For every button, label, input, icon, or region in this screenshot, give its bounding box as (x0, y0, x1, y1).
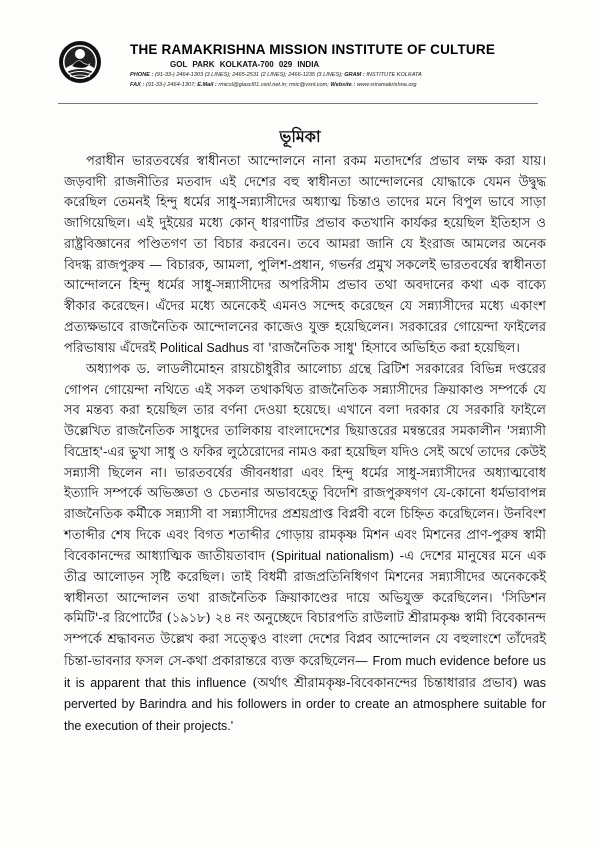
email-label: E.Mail : (197, 82, 217, 88)
paragraph-2-text-mid: ) -এ দেশের মানুষের মনে এক তীব্র আলোড়ন সৃষ্টি করেছিল। তাই বিধর্মী রাজপ্রতিনিধিগণ মিশনের সন্ন্যাসীদের অনেককেই স্বাধীনতা আন্দোলন তথা রাজনৈতিক ক্রিয়াকাণ্ডের দায়ে অভিযুক্ত করেছিলেন। 'সিডিশন কমিটি'-র রিপোর্টের (১৯১৮) ২৪ নং অনুচ্ছেদে বিচারপতি রাউলাট শ্রীরামকৃষ্ণ স্বামী বিবেকানন্দ সম্পর্কে শ্রদ্ধাবনত উল্লেখ করা সত্ত্বেও বাংলা দেশের বিপ্লব আন্দোলন যে বহুলাংশে তাঁদেরই চিন্তা-ভাবনার ফসল সে-কথা প্রকারান্তরে ব্যক্ত করেছিলেন— (64, 549, 546, 669)
contact-phone-line (130, 71, 570, 79)
paragraph-2-quote-part-1: From much evidence before us it is apparent that this influence (64, 653, 547, 690)
institute-name: THE RAMAKRISHNA MISSION INSTITUTE OF CULTURE (130, 42, 496, 57)
paragraph-1 (64, 152, 546, 360)
paragraph-2-english-term: Spiritual nationalism (275, 549, 390, 564)
website-value: www.sriramakrishna.org (356, 82, 417, 88)
paragraph-1-text-end: বা 'রাজনৈতিক সাধু' হিসাবে অভিহিত করা হয়েছিল। (248, 341, 520, 357)
contact-fax-line (130, 81, 570, 89)
body-text (64, 152, 546, 738)
paragraph-1-english-term: Political Sadhus (159, 341, 249, 356)
paragraph-2 (64, 360, 546, 738)
fax-value: (91-33-) 2464-1307; (145, 82, 196, 88)
paragraph-2-quote-part-2: was perverted by Barindra and his followers in order to create an atmosphere suitable for the execution of their projects.' (64, 675, 546, 733)
paragraph-2-text: অধ্যাপক ড. লাডলীমোহন রায়চৌধুরীর আলোচ্য গ্রন্থে ব্রিটিশ সরকারের বিভিন্ন দপ্তরের গোপন গোয়েন্দা নথিতে এই সকল তথাকথিত রাজনৈতিক সন্ন্যাসীদের ক্রিয়াকাণ্ড সম্পর্কে যে সব মন্তব্য করা হয়েছিল তার বর্ণনা দেওয়া হয়েছে। এখানে বলা দরকার যে সরকারি ফাইলে উল্লেখিত রাজনৈতিক সাধুদের তালিকায় বাংলাদেশের ছিয়াত্তরের মন্বন্তরের সমকালীন 'সন্ন্যাসী বিদ্রোহ'-এর ভুখা সাধু ও ফকির লুঠেরোদের নামও করা হয়েছিল যদিও সেই অর্থে তাদের কেউই সন্ন্যাসী ছিলেন না। ভারতবর্ষের জীবনধারা এবং হিন্দু ধর্মের সাধু-সন্ন্যাসীদের অধ্যাত্মবোধ ইত্যাদি সম্পর্কে অভিজ্ঞতা ও চেতনার অভাবহেতু বিদেশি রাজপুরুষগণ যে-কোনো ধর্মভাবাপন্ন রাজনৈতিক কর্মীকে সন্ন্যাসী বা সন্ন্যাসীদের প্রশ্রয়প্রাপ্ত বিপ্লবী বলে চিহ্নিত করেছিলেন। উনবিংশ শতাব্দীর শেষ দিকে এবং বিগত শতাব্দীর গোড়ায় রামকৃষ্ণ মিশন এবং মিশনের প্রাণ-পুরুষ স্বামী বিবেকানন্দের আধ্যাত্মিক জাতীয়তাবাদ ( (64, 362, 546, 565)
phone-label: PHONE : (130, 72, 154, 78)
website-label: Website : (330, 82, 356, 88)
paragraph-2-quote-gloss: (অর্থাৎ শ্রীরামকৃষ্ণ-বিবেকানন্দের চিন্তাধারার প্রভাব) (246, 675, 524, 691)
email-value: rmicsl@giascl01.vsnl.net.in; rmic@vsnl.com; (218, 82, 329, 88)
institute-address: GOL PARK KOLKATA-700 029 INDIA (170, 60, 320, 69)
letterhead (58, 40, 558, 102)
gram-label: GRAM : (344, 72, 365, 78)
phone-value: (91-33-) 2464-1303 (3 LINES); 2465-2531 (2 LINES); 2466-1235 (3 LINES); (154, 72, 343, 78)
swan-emblem-icon (58, 40, 102, 84)
letterhead-divider (58, 103, 538, 104)
fax-label: FAX : (130, 82, 145, 88)
page-title: ভূমিকা (279, 127, 321, 146)
gram-value: INSTITUTE KOLKATA (366, 72, 422, 78)
letterhead-text (130, 42, 570, 89)
paragraph-1-text: পরাধীন ভারতবর্ষের স্বাধীনতা আন্দোলনে নানা রকম মতাদর্শের প্রভাব লক্ষ করা যায়। জড়বাদী রাজনীতির মতবাদ এই দেশের বহু স্বাধীনতা আন্দোলনের যোদ্ধাকে যেমন উদ্বুদ্ধ করেছিল তেমনই হিন্দু ধর্মের সাধু-সন্ন্যাসীদের অধ্যাত্ম চিন্তাও তাদের মনে বিপুল ভাবে সাড়া জাগিয়েছিল। এই দুইয়ের মধ্যে কোন্ ধারণাটির প্রভাব কতখানি কার্যকর হয়েছিল ইতিহাস ও রাষ্ট্রবিজ্ঞানের পণ্ডিতগণ তা বিচার করবেন। তবে আমরা জানি যে ইংরাজ আমলের অনেক বিদগ্ধ রাজপুরুষ — বিচারক, আমলা, পুলিশ-প্রধান, গভর্নর প্রমুখ সকলেই ভারতবর্ষের স্বাধীনতা আন্দোলনে হিন্দু ধর্মের সাধু-সন্ন্যাসীদের অপরিসীম প্রভাব তথা অবদানের কথা এক বাক্যে স্বীকার করেছেন। এঁদের মধ্যে অনেকেই এমনও সন্দেহ করেছেন যে সন্ন্যাসীদের মধ্যে একাংশ প্রত্যক্ষভাবে রাজনৈতিক আন্দোলনের কাজেও যুক্ত হয়েছিলেন। সরকারের গোয়েন্দা ফাইলের পরিভাষায় এঁদেরই (64, 154, 546, 357)
